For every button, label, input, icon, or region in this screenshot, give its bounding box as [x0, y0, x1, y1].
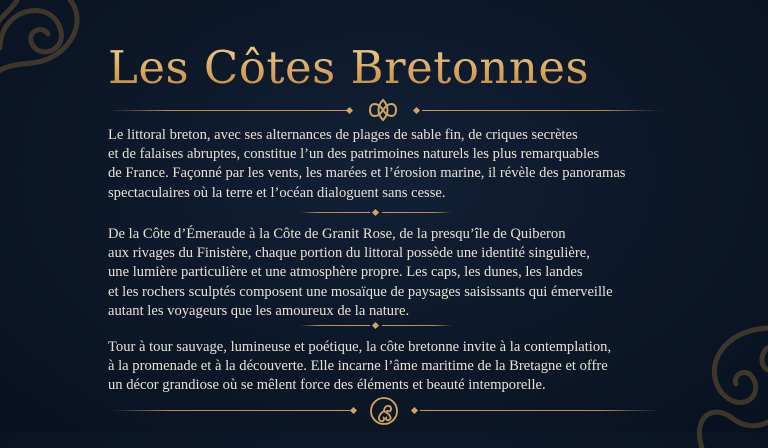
bottom-divider-right — [420, 410, 660, 411]
separator-left — [300, 212, 370, 213]
paragraph-line: et de falaises abruptes, constitue l’un des patrimoines naturels les plus remarquables — [108, 146, 600, 163]
paragraph-line: un décor grandiose où se mêlent force des éléments et beauté intemporelle. — [108, 377, 546, 394]
divider-dot — [413, 107, 420, 114]
celtic-spiral-corner-icon — [0, 0, 100, 88]
separator-dot — [372, 322, 379, 329]
celtic-spiral-corner-icon — [662, 308, 768, 448]
paragraph-1 — [108, 126, 668, 203]
paragraph-line: Tour à tour sauvage, lumineuse et poétique, la côte bretonne invite à la contemplation, — [108, 339, 612, 355]
paragraph-line: de France. Façonné par les vents, les marées et l’érosion marine, il révèle des panoramas — [108, 165, 626, 182]
paragraph-line: De la Côte d’Émeraude à la Côte de Granit Rose, de la presqu’île de Quiberon — [108, 226, 566, 242]
bottom-divider-left — [110, 410, 350, 411]
top-divider-right — [422, 110, 662, 111]
separator-dot — [372, 209, 379, 216]
separator-right — [382, 212, 452, 213]
divider-dot — [411, 407, 418, 414]
paragraph-line: une lumière particulière et une atmosphère propre. Les caps, les dunes, les landes — [108, 264, 583, 281]
paragraph-line: autant les voyageurs que les amoureux de la nature. — [108, 302, 410, 319]
paragraph-3 — [108, 338, 668, 396]
triskele-icon — [369, 396, 399, 426]
paragraph-line: Le littoral breton, avec ses alternances de plages de sable fin, de criques secrètes — [108, 127, 578, 143]
paragraph-2 — [108, 225, 668, 321]
paragraph-line: et les rochers sculptés composent une mosaïque de paysages saisissants qui émerveille — [108, 283, 613, 300]
paragraph-line: spectaculaires où la terre et l’océan dialoguent sans cesse. — [108, 184, 446, 201]
celtic-knot-icon — [366, 98, 400, 122]
divider-dot — [350, 407, 357, 414]
separator-right — [382, 325, 452, 326]
paragraph-line: aux rivages du Finistère, chaque portion du littoral possède une identité singulière, — [108, 245, 590, 262]
slide-title: Les Côtes Bretonnes — [108, 38, 589, 98]
separator-left — [300, 325, 370, 326]
divider-dot — [346, 107, 353, 114]
paragraph-line: à la promenade et à la découverte. Elle incarne l’âme maritime de la Bretagne et offre — [108, 358, 608, 375]
top-divider-left — [108, 110, 348, 111]
